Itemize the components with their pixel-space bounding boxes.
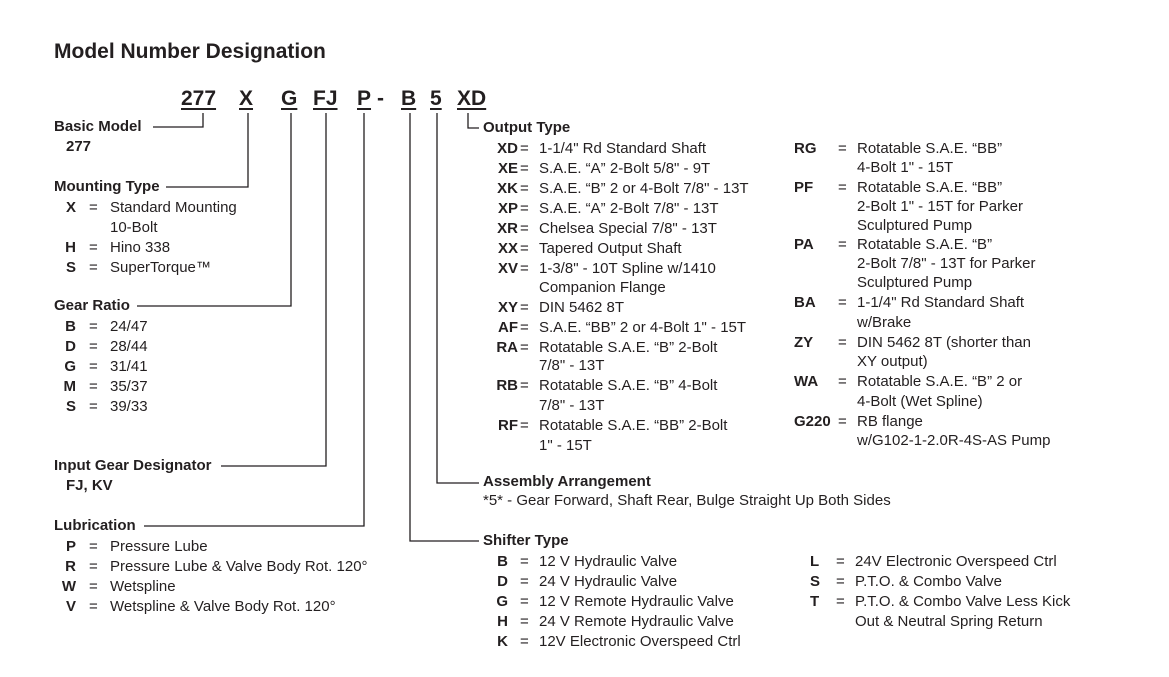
item-value: DIN 5462 8T [539,299,625,316]
item-value: Wetspline [110,578,176,595]
item-key: RF [498,417,518,434]
item-key: M [63,378,76,395]
item-value-line2: 7/8" - 13T [539,357,605,374]
item-value: 24 V Remote Hydraulic Valve [539,613,734,630]
input-gear-heading: Input Gear Designator [54,457,212,474]
equals-sign: = [520,180,529,197]
equals-sign: = [838,413,847,430]
equals-sign: = [89,239,98,256]
equals-sign: = [836,593,845,610]
item-key: RA [496,339,518,356]
equals-sign: = [520,140,529,157]
item-key: R [65,558,76,575]
item-value: Hino 338 [110,239,171,256]
item-value: 35/37 [110,378,148,395]
item-value: DIN 5462 8T (shorter than [857,334,1031,351]
item-key: H [497,613,508,630]
item-key: G220 [794,413,831,430]
item-key: B [497,553,508,570]
item-value-line2: Out & Neutral Spring Return [855,613,1043,630]
item-key: X [65,199,76,216]
equals-sign: = [89,558,98,575]
item-value: 39/33 [110,398,148,415]
input-gear-value: FJ, KV [66,477,113,494]
connector-mounting-type [166,113,248,187]
item-key: P [65,538,76,555]
shifter-type-heading: Shifter Type [483,532,569,549]
item-key: V [65,598,76,615]
item-value: Rotatable S.A.E. “B” 4-Bolt [539,377,718,394]
item-value-line2: 4-Bolt (Wet Spline) [857,393,983,410]
equals-sign: = [89,358,98,375]
item-value-line2: 4-Bolt 1" - 15T [857,159,954,176]
item-value: 24 V Hydraulic Valve [539,573,678,590]
item-key: RG [794,140,817,157]
equals-sign: = [520,613,529,630]
item-key: D [65,338,76,355]
item-key: S [65,398,76,415]
item-key: XE [497,160,518,177]
equals-sign: = [520,260,529,277]
code-part-lubrication: P [357,87,372,110]
item-value: Pressure Lube & Valve Body Rot. 120° [110,558,368,575]
item-value: S.A.E. “B” 2 or 4-Bolt 7/8" - 13T [539,180,749,197]
equals-sign: = [520,299,529,316]
item-value-line2: 10-Bolt [110,219,158,236]
item-key: B [65,318,76,335]
equals-sign: = [838,236,847,253]
equals-sign: = [520,160,529,177]
assembly-heading: Assembly Arrangement [483,473,651,490]
item-key: XP [497,200,518,217]
item-value: S.A.E. “BB” 2 or 4-Bolt 1" - 15T [539,319,747,336]
code-separator: - [377,87,384,110]
connector-basic-model [153,113,203,127]
item-key: T [810,593,820,610]
code-part-assembly: 5 [430,87,442,110]
item-key: XY [497,299,518,316]
item-value: Rotatable S.A.E. “BB” [857,140,1003,157]
gear-ratio-heading: Gear Ratio [54,297,130,314]
item-key: H [65,239,76,256]
item-value: SuperTorque™ [110,259,211,276]
item-value: Rotatable S.A.E. “B” [857,236,993,253]
equals-sign: = [520,377,529,394]
item-key: D [497,573,508,590]
item-key: K [497,633,508,650]
item-key: XR [497,220,518,237]
mounting-type-heading: Mounting Type [54,178,160,195]
assembly-note: *5* - Gear Forward, Shaft Rear, Bulge Straight Up Both Sides [483,492,891,509]
item-key: XX [497,240,518,257]
item-value-line2: w/Brake [857,314,912,331]
equals-sign: = [520,240,529,257]
item-value-line2: 2-Bolt 1" - 15T for Parker [857,198,1023,215]
equals-sign: = [520,339,529,356]
item-value: Standard Mounting [110,199,237,216]
equals-sign: = [520,417,529,434]
equals-sign: = [89,598,98,615]
item-key: BA [794,294,816,311]
item-key: PF [794,179,814,196]
equals-sign: = [89,259,98,276]
item-value: P.T.O. & Combo Valve [855,573,1003,590]
item-key: G [64,358,76,375]
connector-shifter-type [410,113,479,541]
equals-sign: = [838,140,847,157]
equals-sign: = [520,573,529,590]
equals-sign: = [89,199,98,216]
connector-output-type [468,113,479,128]
item-value: Wetspline & Valve Body Rot. 120° [110,598,336,615]
item-value: Pressure Lube [110,538,208,555]
item-key: ZY [794,334,814,351]
equals-sign: = [89,338,98,355]
item-value: Tapered Output Shaft [539,240,682,257]
item-key: L [810,553,820,570]
code-part-gear-ratio: G [281,87,298,110]
item-key: XD [497,140,518,157]
item-value: S.A.E. “A” 2-Bolt 7/8" - 13T [539,200,719,217]
code-part-input-gear: FJ [313,87,338,110]
item-key: W [61,578,76,595]
item-key: PA [794,236,814,253]
item-value: 1-1/4" Rd Standard Shaft [857,294,1025,311]
basic-model-heading: Basic Model [54,118,142,135]
equals-sign: = [836,573,845,590]
code-part-mounting: X [239,87,254,110]
code-part-output: XD [457,87,487,110]
equals-sign: = [520,220,529,237]
equals-sign: = [838,373,847,390]
code-part-shifter: B [401,87,417,110]
item-value: 1-1/4" Rd Standard Shaft [539,140,707,157]
item-value-line2: w/G102-1-2.0R-4S-AS Pump [857,432,1051,449]
equals-sign: = [838,179,847,196]
item-value: 24V Electronic Overspeed Ctrl [855,553,1057,570]
equals-sign: = [89,538,98,555]
item-value: RB flange [857,413,923,430]
item-value: 12V Electronic Overspeed Ctrl [539,633,741,650]
lubrication-heading: Lubrication [54,517,136,534]
equals-sign: = [520,553,529,570]
item-key: XV [497,260,518,277]
equals-sign: = [520,319,529,336]
item-value: 1-3/8" - 10T Spline w/1410 [539,260,716,277]
item-key: S [65,259,76,276]
connector-input-gear [221,113,326,466]
item-value: Rotatable S.A.E. “BB” 2-Bolt [539,417,728,434]
item-key: XK [497,180,518,197]
item-value-line3: Sculptured Pump [857,217,973,234]
equals-sign: = [89,398,98,415]
item-value: Rotatable S.A.E. “B” 2 or [857,373,1023,390]
item-value: S.A.E. “A” 2-Bolt 5/8" - 9T [539,160,711,177]
basic-model-value: 277 [66,138,92,155]
item-value: 12 V Hydraulic Valve [539,553,678,570]
item-key: RB [496,377,518,394]
item-key: G [496,593,508,610]
code-part-basic-model: 277 [181,87,217,110]
page-title: Model Number Designation [54,40,326,63]
equals-sign: = [89,318,98,335]
equals-sign: = [520,633,529,650]
equals-sign: = [520,593,529,610]
equals-sign: = [89,578,98,595]
output-type-heading: Output Type [483,119,571,136]
item-value: 28/44 [110,338,148,355]
item-value: 31/41 [110,358,148,375]
item-value-line2: 1" - 15T [539,437,592,454]
item-value-line2: 7/8" - 13T [539,397,605,414]
item-key: S [810,573,821,590]
equals-sign: = [520,200,529,217]
equals-sign: = [838,294,847,311]
item-value: P.T.O. & Combo Valve Less Kick [855,593,1071,610]
item-key: AF [498,319,518,336]
item-value-line2: Companion Flange [539,279,666,296]
item-value: Rotatable S.A.E. “BB” [857,179,1003,196]
item-value: Rotatable S.A.E. “B” 2-Bolt [539,339,718,356]
item-key: WA [794,373,819,390]
item-value-line2: 2-Bolt 7/8" - 13T for Parker [857,255,1036,272]
equals-sign: = [838,334,847,351]
item-value-line3: Sculptured Pump [857,274,973,291]
item-value: Chelsea Special 7/8" - 13T [539,220,717,237]
item-value-line2: XY output) [857,353,928,370]
item-value: 12 V Remote Hydraulic Valve [539,593,734,610]
equals-sign: = [836,553,845,570]
equals-sign: = [89,378,98,395]
item-value: 24/47 [110,318,148,335]
